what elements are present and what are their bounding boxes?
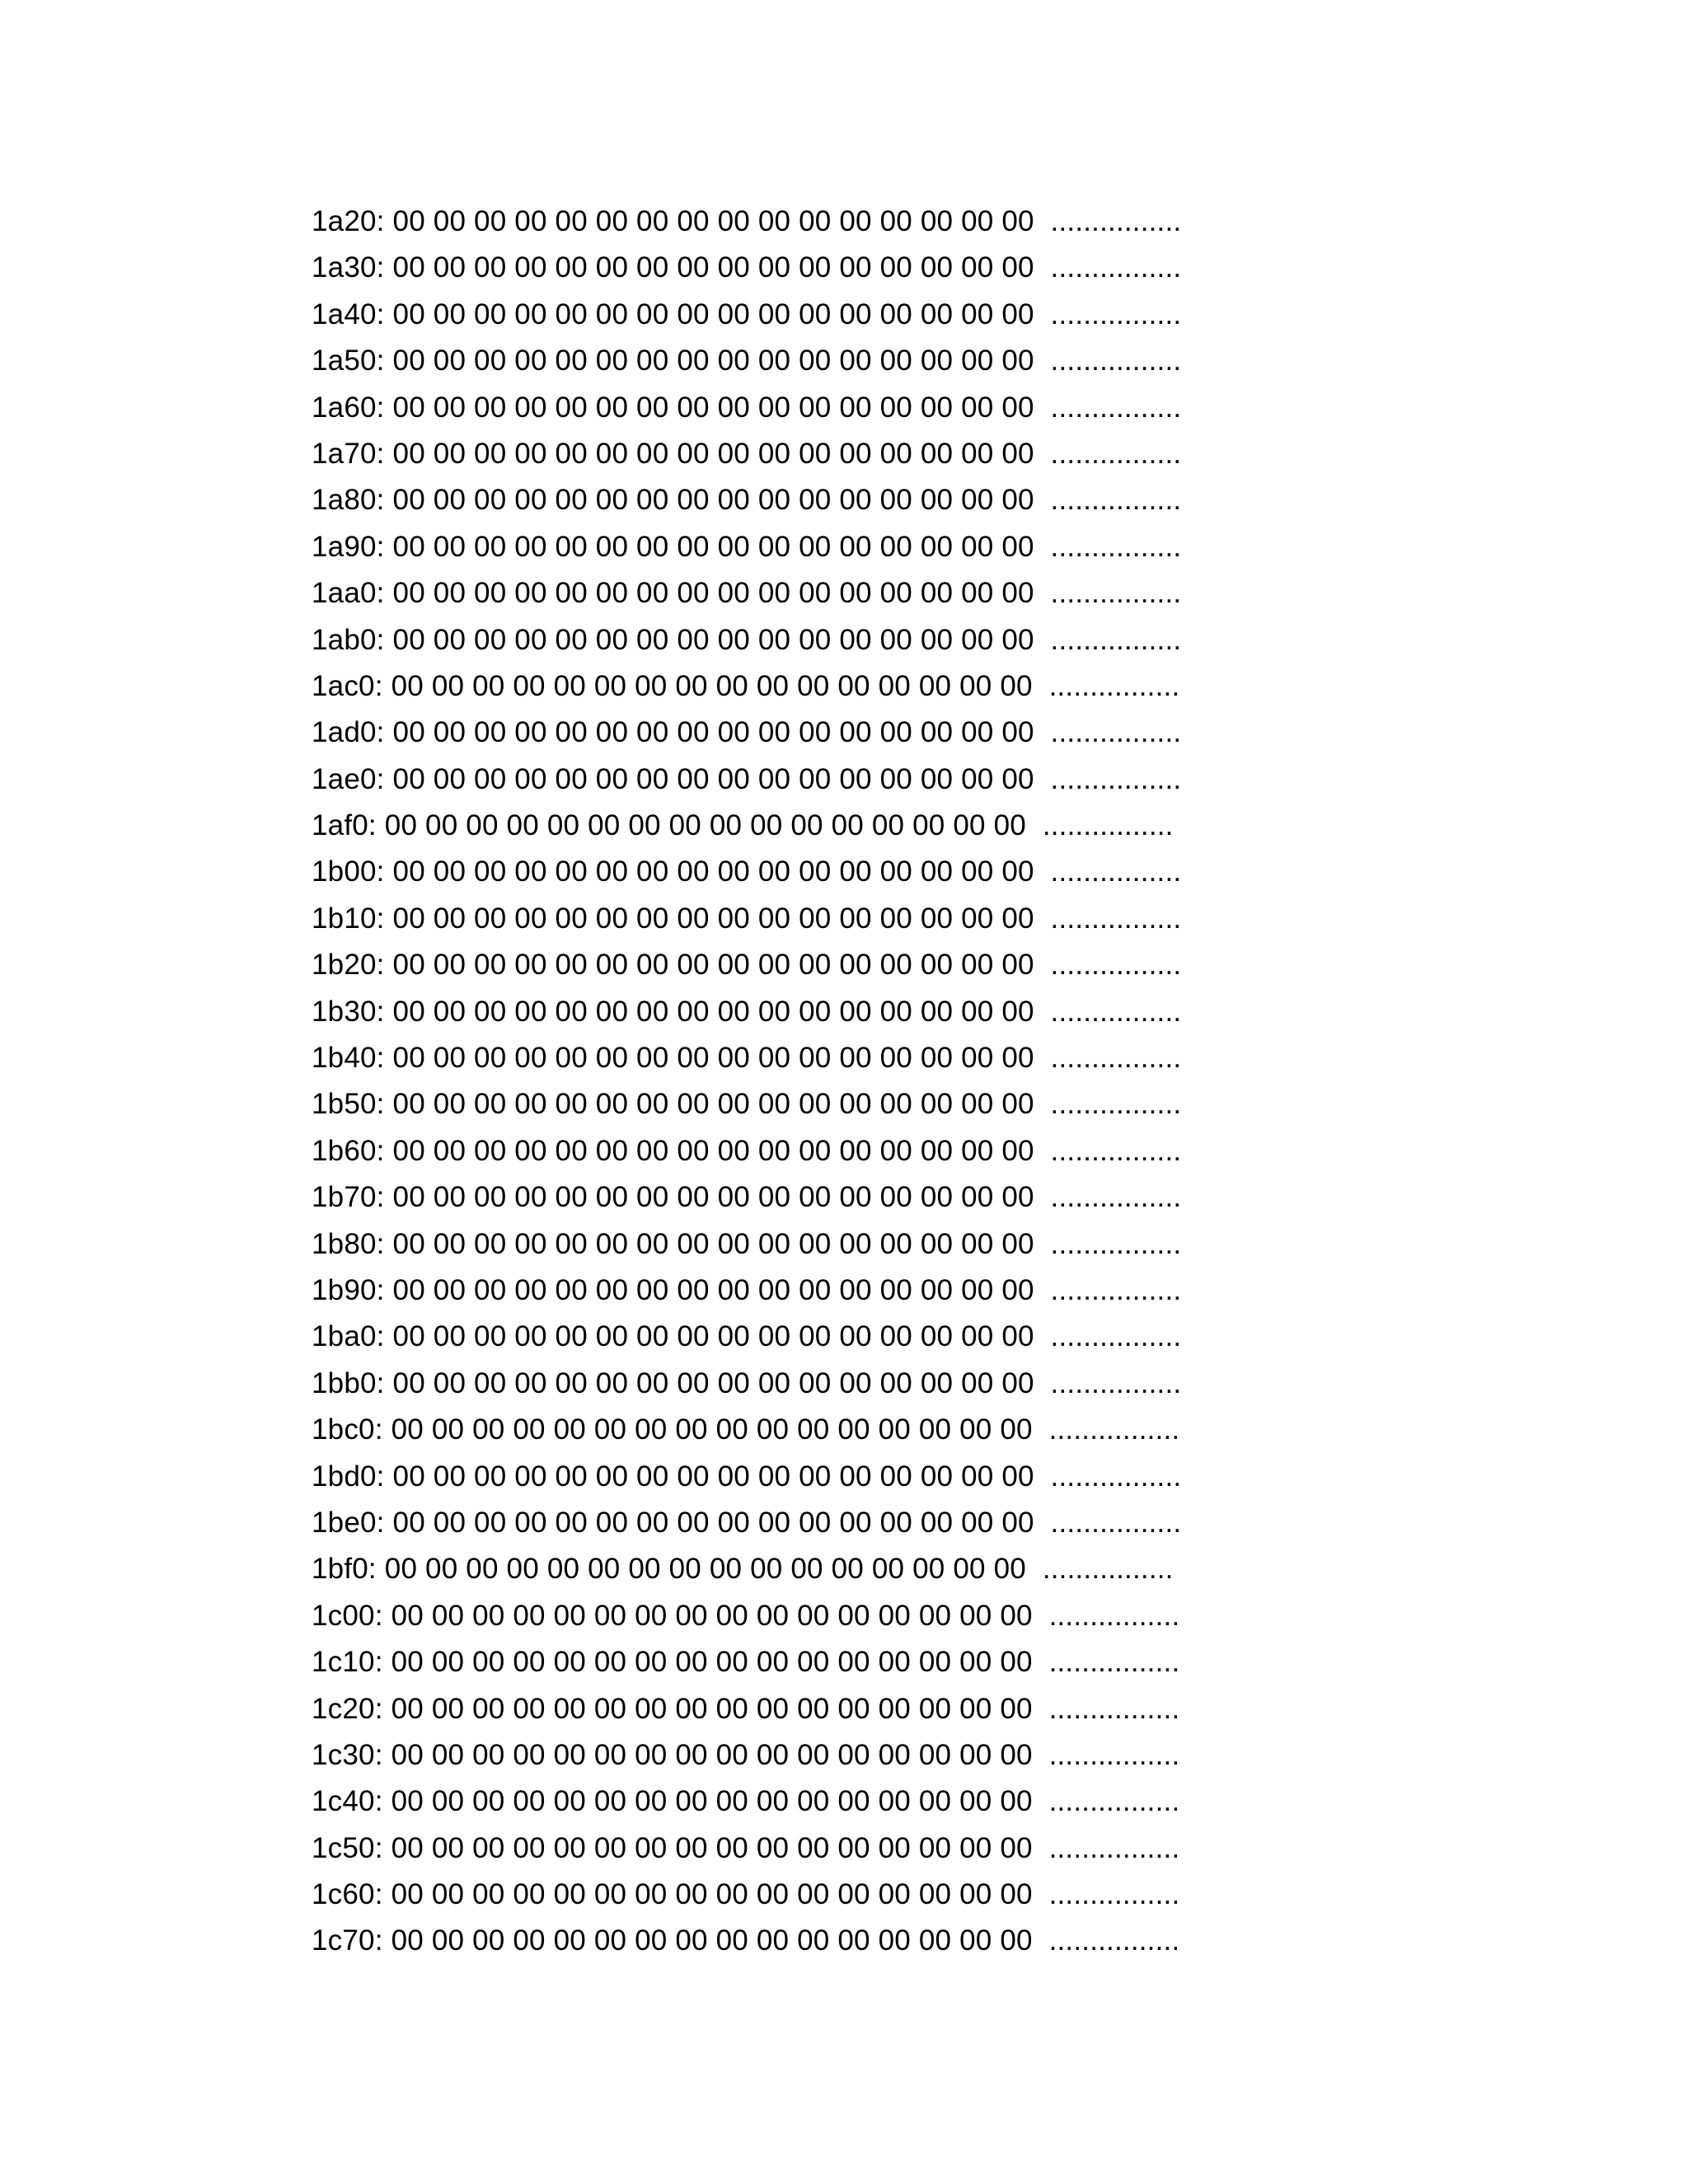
- hex-line: [312, 1593, 1235, 1639]
- hex-bytes: 00 00 00 00 00 00 00 00 00 00 00 00 00 00 00 00: [392, 1134, 1034, 1167]
- hex-bytes: 00 00 00 00 00 00 00 00 00 00 00 00 00 00 00 00: [392, 577, 1034, 610]
- hex-ascii: ................: [1048, 1924, 1180, 1957]
- hex-bytes: 00 00 00 00 00 00 00 00 00 00 00 00 00 00 00 00: [392, 1181, 1034, 1214]
- hex-bytes: 00 00 00 00 00 00 00 00 00 00 00 00 00 00 00 00: [392, 530, 1034, 563]
- hex-line: [312, 292, 1235, 338]
- hex-line: [312, 896, 1235, 942]
- hex-offset: 1b30:: [312, 995, 385, 1028]
- hex-bytes: 00 00 00 00 00 00 00 00 00 00 00 00 00 00 00 00: [392, 1088, 1034, 1121]
- hex-line: [312, 199, 1235, 245]
- hex-line: [312, 849, 1235, 895]
- hex-ascii: ................: [1050, 855, 1182, 888]
- hex-line: [312, 1174, 1235, 1221]
- hex-ascii: ................: [1050, 1273, 1182, 1306]
- hex-ascii: ................: [1050, 902, 1182, 935]
- hex-bytes: 00 00 00 00 00 00 00 00 00 00 00 00 00 00 00 00: [392, 1273, 1034, 1306]
- hex-ascii: ................: [1050, 391, 1182, 424]
- hex-line: [312, 338, 1235, 384]
- hex-line: [312, 477, 1235, 523]
- hex-bytes: 00 00 00 00 00 00 00 00 00 00 00 00 00 00 00 00: [391, 1646, 1033, 1679]
- hex-bytes: 00 00 00 00 00 00 00 00 00 00 00 00 00 00 00 00: [392, 1460, 1034, 1493]
- hex-offset: 1ba0:: [312, 1320, 385, 1353]
- hex-ascii: ................: [1050, 1366, 1182, 1399]
- hex-offset: 1c00:: [312, 1599, 383, 1632]
- hex-bytes: 00 00 00 00 00 00 00 00 00 00 00 00 00 00 00 00: [392, 1042, 1034, 1075]
- hex-ascii: ................: [1042, 1553, 1174, 1586]
- hex-line: [312, 1779, 1235, 1825]
- hex-bytes: 00 00 00 00 00 00 00 00 00 00 00 00 00 00 00 00: [392, 437, 1034, 470]
- hex-line: [312, 385, 1235, 431]
- hex-bytes: 00 00 00 00 00 00 00 00 00 00 00 00 00 00 00 00: [392, 344, 1034, 377]
- hex-offset: 1ad0:: [312, 716, 385, 749]
- hex-line: [312, 710, 1235, 756]
- hex-line: [312, 1314, 1235, 1360]
- hex-line: [312, 663, 1235, 710]
- hex-bytes: 00 00 00 00 00 00 00 00 00 00 00 00 00 00 00 00: [392, 1227, 1034, 1260]
- hex-bytes: 00 00 00 00 00 00 00 00 00 00 00 00 00 00 00 00: [384, 1553, 1026, 1586]
- hex-bytes: 00 00 00 00 00 00 00 00 00 00 00 00 00 00 00 00: [392, 855, 1034, 888]
- hex-offset: 1be0:: [312, 1506, 385, 1539]
- hex-line: [312, 1686, 1235, 1732]
- hex-ascii: ................: [1050, 1181, 1182, 1214]
- hex-line: [312, 1546, 1235, 1592]
- hex-bytes: 00 00 00 00 00 00 00 00 00 00 00 00 00 00 00 00: [392, 298, 1034, 330]
- hex-line: [312, 1639, 1235, 1685]
- hex-dump: [312, 199, 1235, 1965]
- hex-bytes: 00 00 00 00 00 00 00 00 00 00 00 00 00 00 00 00: [391, 1738, 1033, 1771]
- hex-offset: 1c50:: [312, 1831, 383, 1864]
- hex-line: [312, 570, 1235, 616]
- hex-bytes: 00 00 00 00 00 00 00 00 00 00 00 00 00 00 00 00: [391, 1924, 1033, 1957]
- hex-offset: 1b20:: [312, 949, 385, 982]
- hex-offset: 1b40:: [312, 1042, 385, 1075]
- hex-offset: 1a20:: [312, 205, 385, 237]
- hex-offset: 1bb0:: [312, 1366, 385, 1399]
- hex-ascii: ................: [1050, 1320, 1182, 1353]
- hex-line: [312, 1732, 1235, 1779]
- hex-ascii: ................: [1050, 298, 1182, 330]
- hex-ascii: ................: [1050, 716, 1182, 749]
- hex-offset: 1a80:: [312, 484, 385, 517]
- hex-ascii: ................: [1050, 251, 1182, 284]
- hex-ascii: ................: [1048, 1692, 1180, 1725]
- hex-ascii: ................: [1048, 1413, 1180, 1446]
- hex-line: [312, 1872, 1235, 1918]
- hex-offset: 1bd0:: [312, 1460, 385, 1493]
- hex-ascii: ................: [1050, 437, 1182, 470]
- hex-line: [312, 245, 1235, 291]
- hex-line: [312, 1918, 1235, 1964]
- hex-ascii: ................: [1048, 669, 1180, 702]
- hex-offset: 1b80:: [312, 1227, 385, 1260]
- hex-ascii: ................: [1048, 1831, 1180, 1864]
- hex-bytes: 00 00 00 00 00 00 00 00 00 00 00 00 00 00 00 00: [392, 391, 1034, 424]
- hex-ascii: ................: [1050, 577, 1182, 610]
- hex-offset: 1b10:: [312, 902, 385, 935]
- hex-line: [312, 617, 1235, 663]
- hex-offset: 1ae0:: [312, 762, 385, 795]
- hex-line: [312, 1500, 1235, 1546]
- hex-bytes: 00 00 00 00 00 00 00 00 00 00 00 00 00 00 00 00: [392, 1366, 1034, 1399]
- hex-bytes: 00 00 00 00 00 00 00 00 00 00 00 00 00 00 00 00: [391, 669, 1033, 702]
- hex-offset: 1bf0:: [312, 1553, 377, 1586]
- hex-line: [312, 1128, 1235, 1174]
- hex-ascii: ................: [1050, 530, 1182, 563]
- hex-bytes: 00 00 00 00 00 00 00 00 00 00 00 00 00 00 00 00: [391, 1785, 1033, 1818]
- hex-offset: 1c70:: [312, 1924, 383, 1957]
- hex-offset: 1bc0:: [312, 1413, 383, 1446]
- hex-offset: 1a90:: [312, 530, 385, 563]
- hex-ascii: ................: [1050, 344, 1182, 377]
- hex-ascii: ................: [1048, 1738, 1180, 1771]
- hex-ascii: ................: [1050, 1506, 1182, 1539]
- hex-ascii: ................: [1050, 995, 1182, 1028]
- hex-ascii: ................: [1050, 205, 1182, 237]
- hex-bytes: 00 00 00 00 00 00 00 00 00 00 00 00 00 00 00 00: [391, 1413, 1033, 1446]
- hex-ascii: ................: [1050, 949, 1182, 982]
- hex-offset: 1b90:: [312, 1273, 385, 1306]
- hex-offset: 1a60:: [312, 391, 385, 424]
- hex-ascii: ................: [1050, 1227, 1182, 1260]
- hex-bytes: 00 00 00 00 00 00 00 00 00 00 00 00 00 00 00 00: [391, 1831, 1033, 1864]
- hex-line: [312, 1035, 1235, 1081]
- hex-bytes: 00 00 00 00 00 00 00 00 00 00 00 00 00 00 00 00: [392, 902, 1034, 935]
- hex-bytes: 00 00 00 00 00 00 00 00 00 00 00 00 00 00 00 00: [392, 251, 1034, 284]
- hex-ascii: ................: [1050, 1042, 1182, 1075]
- hex-offset: 1b50:: [312, 1088, 385, 1121]
- hex-offset: 1a70:: [312, 437, 385, 470]
- hex-offset: 1c10:: [312, 1646, 383, 1679]
- hex-offset: 1b70:: [312, 1181, 385, 1214]
- hex-ascii: ................: [1050, 623, 1182, 656]
- hex-offset: 1ac0:: [312, 669, 383, 702]
- hex-line: [312, 942, 1235, 988]
- hex-line: [312, 989, 1235, 1035]
- hex-bytes: 00 00 00 00 00 00 00 00 00 00 00 00 00 00 00 00: [392, 1506, 1034, 1539]
- hex-offset: 1a50:: [312, 344, 385, 377]
- hex-offset: 1c20:: [312, 1692, 383, 1725]
- hex-line: [312, 431, 1235, 477]
- hex-ascii: ................: [1050, 1460, 1182, 1493]
- hex-ascii: ................: [1042, 809, 1174, 842]
- hex-bytes: 00 00 00 00 00 00 00 00 00 00 00 00 00 00 00 00: [391, 1599, 1033, 1632]
- hex-offset: 1af0:: [312, 809, 377, 842]
- hex-bytes: 00 00 00 00 00 00 00 00 00 00 00 00 00 00 00 00: [392, 205, 1034, 237]
- hex-ascii: ................: [1048, 1878, 1180, 1911]
- hex-offset: 1b60:: [312, 1134, 385, 1167]
- hex-bytes: 00 00 00 00 00 00 00 00 00 00 00 00 00 00 00 00: [392, 623, 1034, 656]
- hex-bytes: 00 00 00 00 00 00 00 00 00 00 00 00 00 00 00 00: [392, 995, 1034, 1028]
- hex-ascii: ................: [1050, 484, 1182, 517]
- hex-line: [312, 524, 1235, 570]
- hex-line: [312, 1407, 1235, 1453]
- hex-offset: 1c40:: [312, 1785, 383, 1818]
- hex-bytes: 00 00 00 00 00 00 00 00 00 00 00 00 00 00 00 00: [392, 762, 1034, 795]
- hex-bytes: 00 00 00 00 00 00 00 00 00 00 00 00 00 00 00 00: [392, 484, 1034, 517]
- hex-offset: 1c30:: [312, 1738, 383, 1771]
- hex-ascii: ................: [1050, 1134, 1182, 1167]
- hex-line: [312, 1268, 1235, 1314]
- hex-ascii: ................: [1050, 1088, 1182, 1121]
- hex-offset: 1a40:: [312, 298, 385, 330]
- hex-bytes: 00 00 00 00 00 00 00 00 00 00 00 00 00 00 00 00: [391, 1878, 1033, 1911]
- hex-line: [312, 803, 1235, 849]
- hex-line: [312, 1454, 1235, 1500]
- hex-bytes: 00 00 00 00 00 00 00 00 00 00 00 00 00 00 00 00: [391, 1692, 1033, 1725]
- hex-ascii: ................: [1048, 1785, 1180, 1818]
- hex-bytes: 00 00 00 00 00 00 00 00 00 00 00 00 00 00 00 00: [392, 716, 1034, 749]
- hex-line: [312, 757, 1235, 803]
- hex-ascii: ................: [1048, 1646, 1180, 1679]
- hex-line: [312, 1361, 1235, 1407]
- hex-bytes: 00 00 00 00 00 00 00 00 00 00 00 00 00 00 00 00: [392, 1320, 1034, 1353]
- hex-line: [312, 1221, 1235, 1268]
- hex-offset: 1a30:: [312, 251, 385, 284]
- hex-offset: 1b00:: [312, 855, 385, 888]
- hex-bytes: 00 00 00 00 00 00 00 00 00 00 00 00 00 00 00 00: [384, 809, 1026, 842]
- hex-line: [312, 1825, 1235, 1872]
- hex-bytes: 00 00 00 00 00 00 00 00 00 00 00 00 00 00 00 00: [392, 949, 1034, 982]
- hex-ascii: ................: [1048, 1599, 1180, 1632]
- hex-offset: 1aa0:: [312, 577, 385, 610]
- hex-line: [312, 1081, 1235, 1127]
- hex-offset: 1c60:: [312, 1878, 383, 1911]
- hex-ascii: ................: [1050, 762, 1182, 795]
- hex-offset: 1ab0:: [312, 623, 385, 656]
